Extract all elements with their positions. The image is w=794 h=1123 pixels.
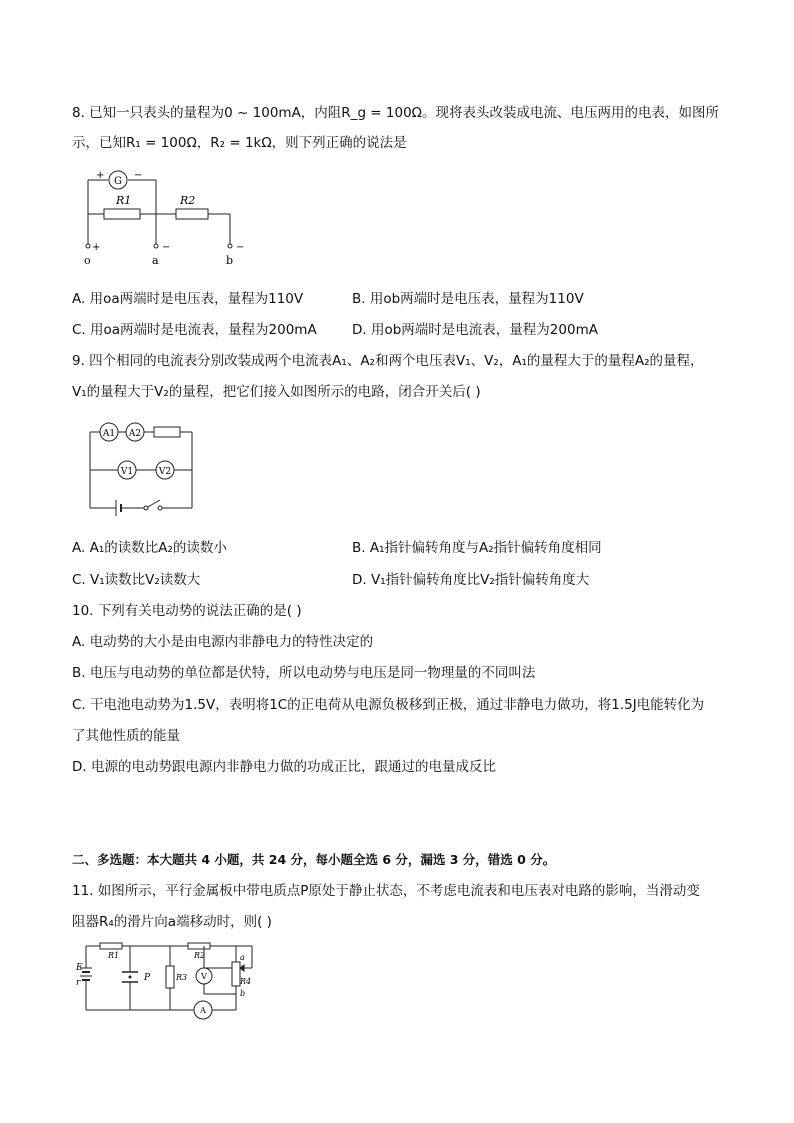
q9-option-d: D. V₁指针偏转角度比V₂指针偏转角度大 [352,572,590,588]
q8-circuit-figure [78,170,258,270]
q10-option-b: B. 电压与电动势的单位都是伏特，所以电动势与电压是同一物理量的不同叫法 [72,665,536,681]
q11-stem-line2: 阻器R₄的滑片向a端移动时，则( ) [72,914,272,930]
ammeter-a1-label: A1 [102,429,116,439]
voltmeter-v2-label: V2 [158,467,172,477]
plus-sign: + [96,170,105,181]
voltmeter-v1-label: V1 [120,467,134,477]
particle-p-label: P [144,973,151,983]
q8-option-a: A. 用oa两端时是电压表，量程为110V [72,291,304,307]
q8-stem-line2: 示，已知R₁ = 100Ω，R₂ = 1kΩ，则下列正确的说法是 [72,135,407,151]
q8-option-c: C. 用oa两端时是电流表，量程为200mA [72,322,317,338]
terminal-b: b [226,254,234,267]
q9-option-c: C. V₁读数比V₂读数大 [72,572,201,588]
r4-label: R4 [240,977,252,986]
q9-option-b: B. A₁指针偏转角度与A₂指针偏转角度相同 [352,540,602,556]
q9-circuit-figure [80,418,210,518]
r1-label: R1 [116,194,132,207]
section-heading-multiple-choice: 二、多选题：本大题共 4 小题，共 24 分，每小题全选 6 分，漏选 3 分，错选 0 分。 [72,852,556,867]
q10-stem: 10. 下列有关电动势的说法正确的是( ) [72,603,302,619]
terminal-a-label: a [240,953,245,962]
q9-stem-line2: V₁的量程大于V₂的量程，把它们接入如图所示的电路，闭合开关后( ) [72,384,481,400]
terminal-o: o [84,254,91,267]
q9-option-a: A. A₁的读数比A₂的读数小 [72,540,227,556]
emf-label: E [76,963,83,973]
r1-label: R1 [108,951,120,960]
q8-option-d: D. 用ob两端时是电流表，量程为200mA [352,322,598,338]
b-minus-sign: − [236,242,245,253]
q10-option-d: D. 电源的电动势跟电源内非静电力做的功成正比，跟通过的电量成反比 [72,759,496,775]
voltmeter-label: V [201,972,207,981]
o-plus-sign: + [92,242,101,253]
q8-option-b: B. 用ob两端时是电压表，量程为110V [352,291,584,307]
q11-circuit-figure [72,938,272,1024]
internal-resistance-label: r [76,978,81,988]
q11-stem-line1: 11. 如图所示，平行金属板中带电质点P原处于静止状态，不考虑电流表和电压表对电路的影响，当滑动变 [72,883,700,899]
a-minus-sign: − [162,242,171,253]
r3-label: R3 [176,973,188,982]
terminal-b-label: b [240,989,246,998]
r2-label: R2 [180,194,196,207]
q10-option-c-line2: 了其他性质的能量 [72,728,180,744]
galvanometer-label: G [114,176,122,187]
ammeter-a2-label: A2 [128,429,142,439]
r2-label: R2 [194,951,206,960]
ammeter-label: A [200,1006,206,1015]
q10-option-c-line1: C. 干电池电动势为1.5V，表明将1C的正电荷从电源负极移到正极，通过非静电力做功，将1.5J电能转化为 [72,697,705,713]
q10-option-a: A. 电动势的大小是由电源内非静电力的特性决定的 [72,634,374,650]
q9-stem-line1: 9. 四个相同的电流表分别改装成两个电流表A₁、A₂和两个电压表V₁、V₂，A₁的量程大于的量程A₂的量程， [72,353,704,369]
terminal-a: a [152,254,159,267]
q8-stem-line1: 8. 已知一只表头的量程为0 ~ 100mA，内阻R_g = 100Ω。现将表头改装成电流、电压两用的电表，如图所 [72,105,719,121]
minus-sign: − [134,170,143,181]
